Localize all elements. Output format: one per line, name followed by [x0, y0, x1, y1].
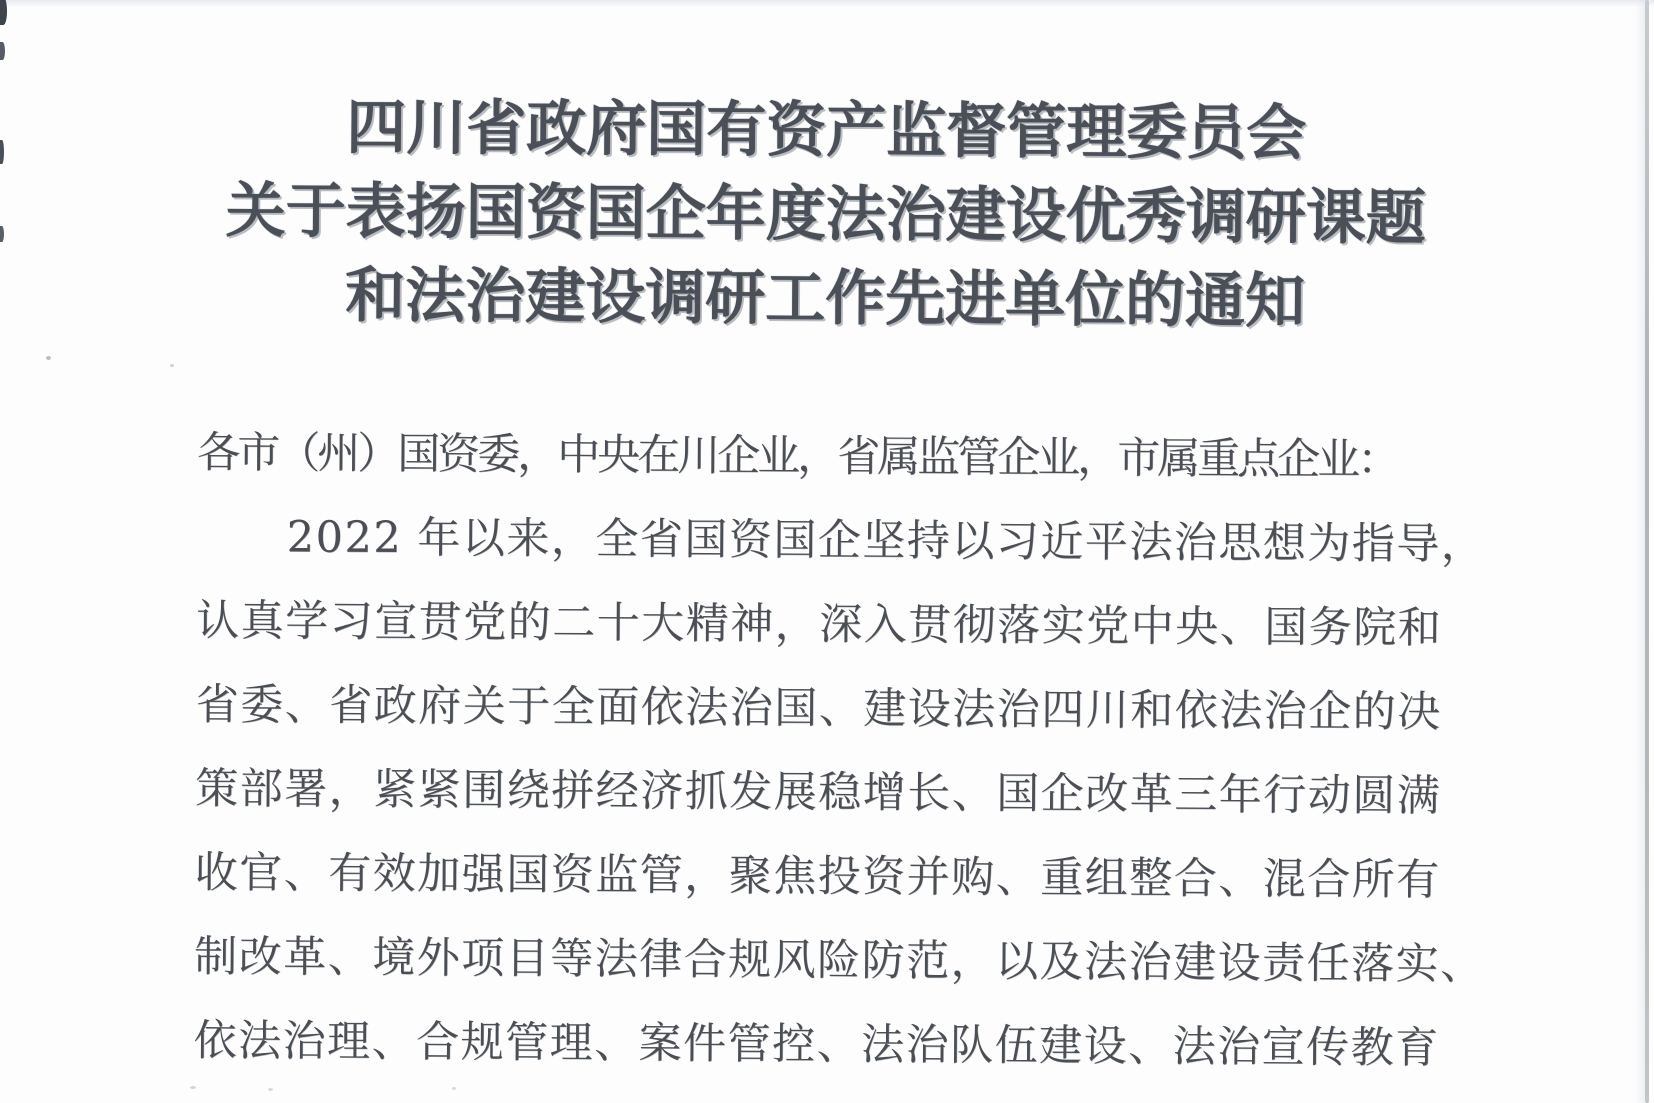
document-title: [0, 0, 1654, 346]
title-line-2: 关于表扬国资国企年度法治建设优秀调研课题: [225, 176, 1426, 254]
body-line-7: 依法治理、合规管理、案件管控、法治队伍建设、法治宣传教育: [193, 1015, 1440, 1074]
title-line-3: 和法治建设调研工作先进单位的通知: [344, 260, 1306, 337]
body-line-3: 省委、省政府关于全面依法治国、建设法治四川和依法治企的决: [195, 679, 1442, 738]
salutation-line: 各市（州）国资委，中央在川企业，省属监管企业，市属重点企业：: [197, 427, 1398, 486]
body-line-1: 2022 年以来，全省国资国企坚持以习近平法治思想为指导，: [286, 512, 1486, 570]
scan-dust-dot: [268, 1088, 273, 1091]
title-line-1: 四川省政府国有资产监督管理委员会: [346, 92, 1307, 169]
body-line-4: 策部署，紧紧围绕拼经济抓发展稳增长、国企改革三年行动圆满: [195, 763, 1442, 822]
scan-right-edge-line: [1645, 0, 1649, 1103]
document-body: [193, 411, 1486, 1091]
scan-right-edge-halo: [1635, 0, 1645, 1103]
body-line-2: 认真学习宣贯党的二十大精神，深入贯彻落实党中央、国务院和: [196, 595, 1443, 654]
body-line-6: 制改革、境外项目等法律合规风险防范，以及法治建设责任落实、: [194, 931, 1485, 990]
scan-dust-dot: [452, 1087, 456, 1090]
body-line-5: 收官、有效加强国资监管，聚焦投资并购、重组整合、混合所有: [194, 847, 1441, 906]
scan-dust-dot: [190, 1086, 196, 1089]
